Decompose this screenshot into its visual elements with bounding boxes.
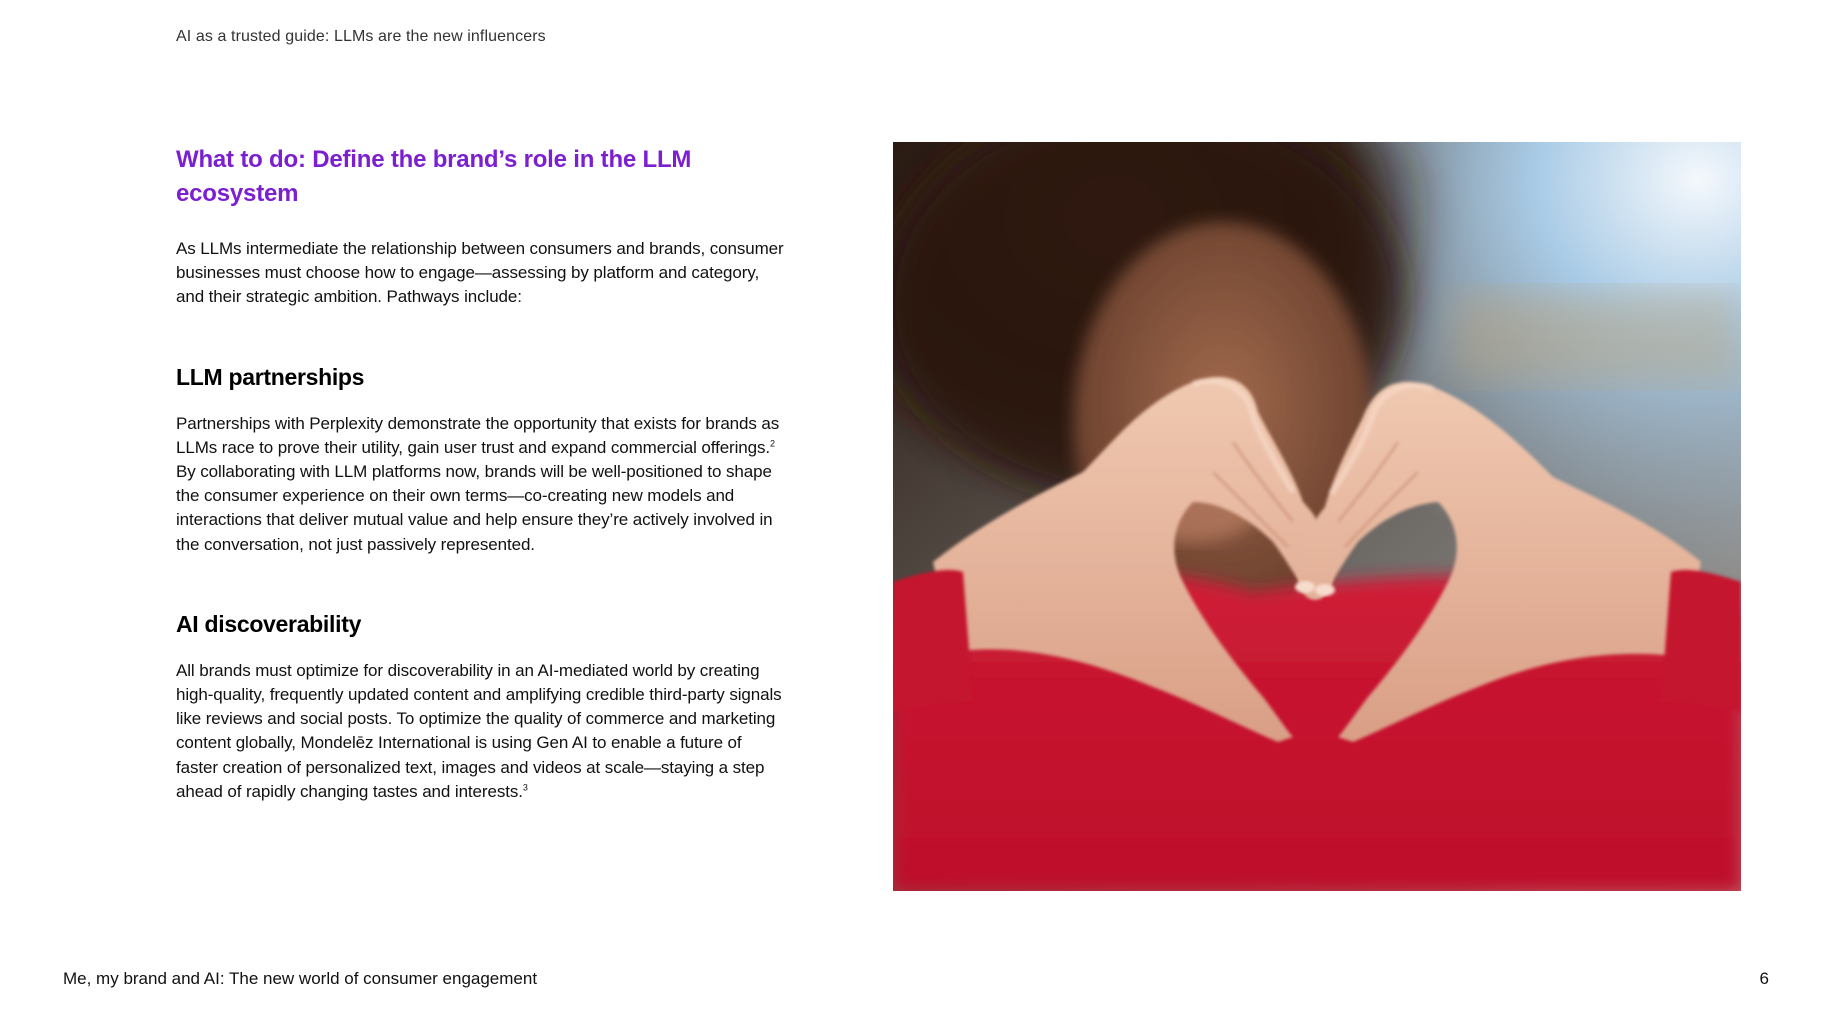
partnerships-heading: LLM partnerships — [176, 363, 365, 390]
intro-paragraph: As LLMs intermediate the relationship between consumers and brands, consumer businesses must choose how to engage—assessing by platform and category, and their strategic ambition. Pathways include: — [176, 239, 784, 307]
discoverability-paragraph — [176, 659, 786, 804]
partnerships-text-a: Partnerships with Perplexity demonstrate the opportunity that exists for brands as LLMs race to prove their utility, gain user trust and expand commercial offerings. — [176, 413, 780, 457]
section-title: What to do: Define the brand’s role in the LLM ecosystem — [176, 146, 692, 207]
partnerships-paragraph — [176, 412, 786, 557]
footnote-ref-2[interactable]: 2 — [770, 438, 775, 449]
running-header: AI as a trusted guide: LLMs are the new influencers — [176, 28, 546, 45]
article-column — [176, 143, 786, 804]
footer-publication-title: Me, my brand and AI: The new world of consumer engagement — [63, 969, 538, 988]
hero-photo — [893, 142, 1741, 891]
discoverability-heading: AI discoverability — [176, 610, 362, 637]
footnote-ref-3[interactable]: 3 — [522, 782, 528, 793]
discoverability-text: All brands must optimize for discoverability in an AI-mediated world by creating high-quality, frequently updated content and amplifying credible third-party signals like reviews and social posts. To optimize the quality of commerce and marketing content globally, Mondelēz International is using Gen AI to enable a future of faster creation of personalized text, images and videos at scale—staying a step ahead of rapidly changing tastes and interests. — [176, 660, 782, 801]
heart-hands-illustration — [893, 142, 1741, 891]
partnerships-text-b: By collaborating with LLM platforms now, brands will be well-positioned to shape the consumer experience on their own terms—co-creating new models and interactions that deliver mutual value and help ensure they’re actively involved in the conversation, not just passively represented. — [176, 462, 773, 554]
page-number: 6 — [1759, 969, 1769, 988]
